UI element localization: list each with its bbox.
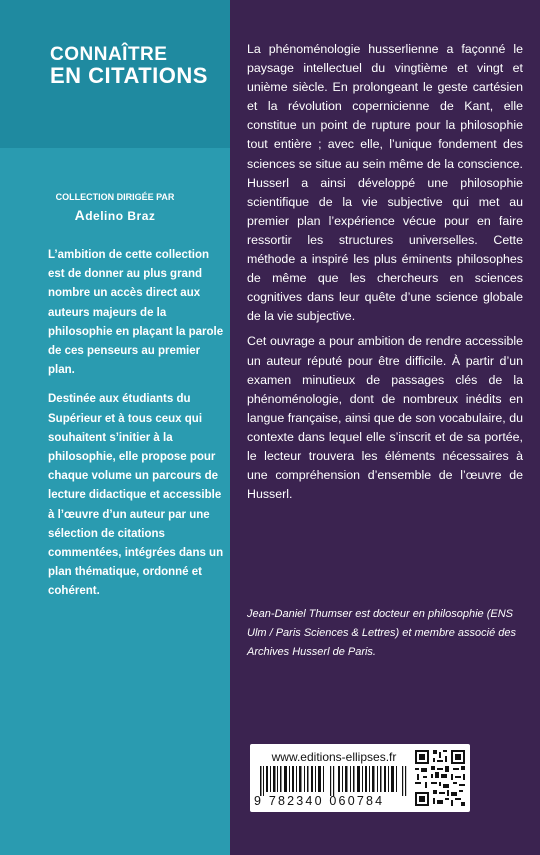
- collection-paragraph: L’ambition de cette collection est de donner au plus grand nombre un accès direct aux auteurs majeurs de la philosophie en plaçant la parole de ces penseurs au premier plan.: [48, 249, 224, 377]
- series-title-line1: CONNAÎTRE: [50, 44, 168, 65]
- summary-paragraph: La phénoménologie husserlienne a façonné le paysage intellectuel du vingtième et vingt et unième siècle. En prolongeant le geste cartésien et la révolution copernicienne de Kant, elle constitue un point de rupture pour la philosophie tout entière ; avec elle, l’unique fondement des sciences se situe au sein même de la conscience. Husserl a ainsi développé une philosophie scientifique de la vie subjective qui met au premier plan l’expérience vécue pour en faire ressortir les structures universelles. Cette méthode a inspiré les plus éminents philosophes de même que les chercheurs en sciences cognitives dans leur quête d’une science globale de la vie subjective.: [247, 42, 523, 324]
- summary-paragraph: Cet ouvrage a pour ambition de rendre accessible un auteur réputé pour être difficile. À partir d’un examen minutieux de passages clés de la phénoménologie, dont de nombreux inédits en langue française, ainsi que de son vocabulaire, du contexte dans lequel elle s’inscrit et de sa portée, le lecteur trouvera les éléments nécessaires à une compréhension d’ensemble de l’œuvre de Husserl.: [247, 334, 523, 502]
- qr-code-icon: [413, 748, 467, 808]
- collection-paragraph: Destinée aux étudiants du Supérieur et à tous ceux qui souhaitent s’initier à la philosophie, elle propose pour chaque volume un parcours de lecture didactique et accessible à l’œuvre d’un auteur par une sélection de citations commentées, intégrées dans un plan thématique, ordonné et cohérent.: [48, 393, 224, 598]
- isbn-digits: 9 782340 060784: [254, 794, 385, 808]
- book-summary: [247, 40, 523, 510]
- barcode-box: [250, 744, 470, 812]
- collection-directed-by: COLLECTION DIRIGÉE PAR: [55, 192, 175, 202]
- collection-director-name: Adelino Braz: [74, 207, 156, 223]
- series-title-line2: EN CITATIONS: [50, 63, 208, 88]
- series-title: [50, 44, 208, 86]
- barcode-icon: [258, 766, 410, 796]
- author-bio: Jean-Daniel Thumser est docteur en philosophie (ENS Ulm / Paris Sciences & Lettres) et membre associé des Archives Husserl de Paris.: [247, 608, 516, 658]
- collection-description: [48, 246, 224, 612]
- publisher-url: www.editions-ellipses.fr: [271, 750, 397, 764]
